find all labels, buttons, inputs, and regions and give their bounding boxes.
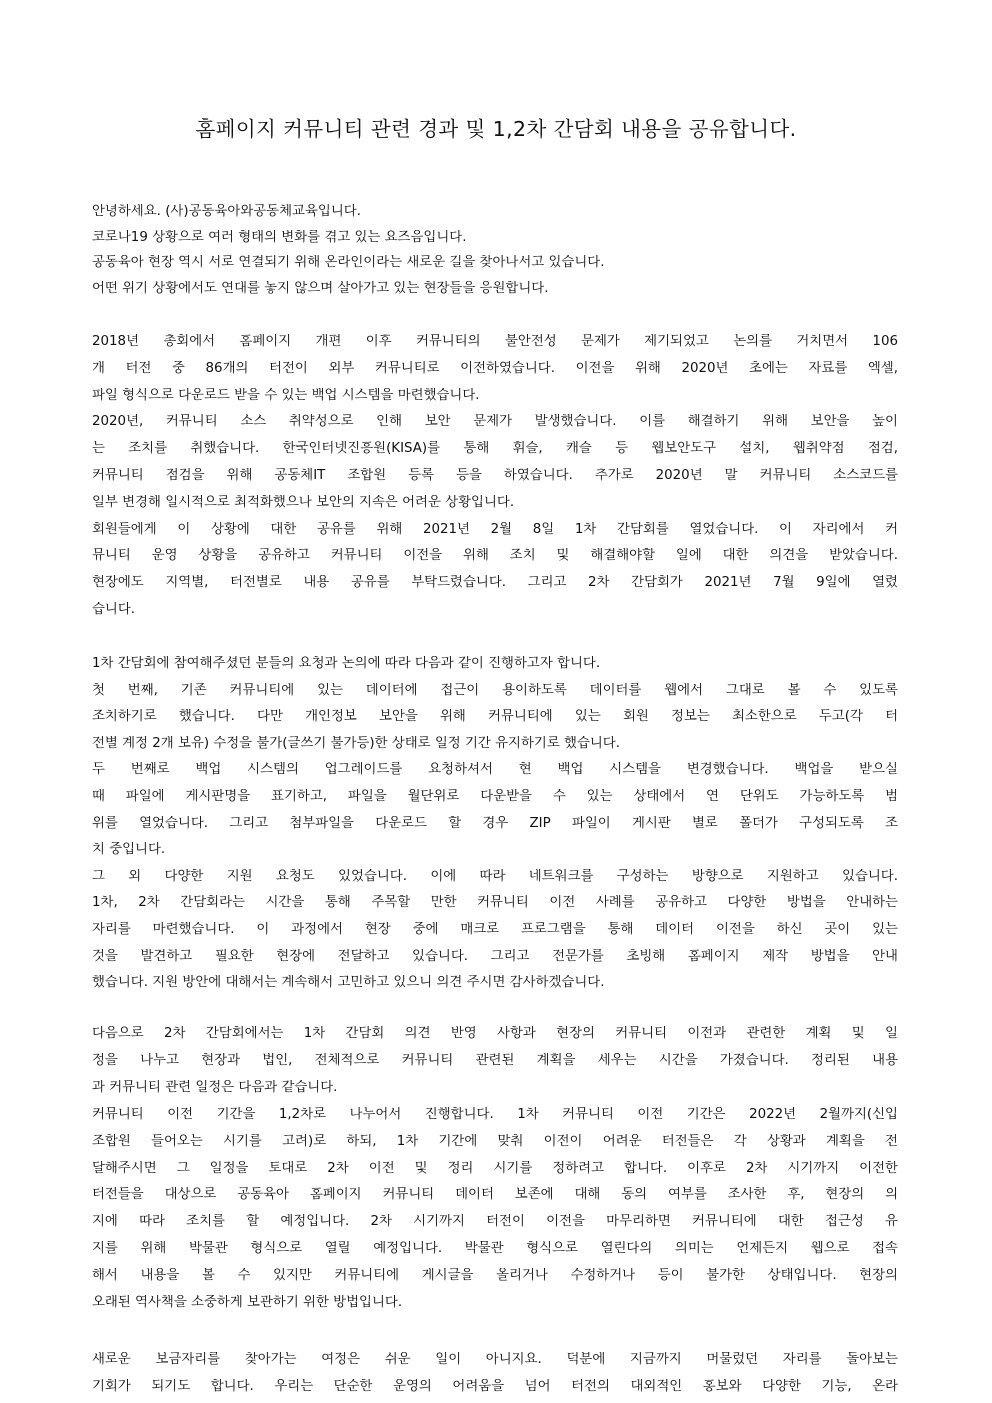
section2-line: 위를 열었습니다. 그리고 첨부파일을 다운로드 할 경우 ZIP 파일이 게시판 별로 폴더가 구성되도록 조 bbox=[92, 815, 898, 831]
section2-line: 자리를 마련했습니다. 이 과정에서 현장 중에 매크로 프로그램을 통해 데이터 이전을 하신 곳이 있는 bbox=[92, 922, 898, 937]
section2-line: 1차 간담회에 참여해주셨던 분들의 요청과 논의에 따라 다음과 같이 진행하고자 합니다. bbox=[92, 656, 601, 671]
document-title: 홈페이지 커뮤니티 관련 경과 및 1,2차 간담회 내용을 공유합니다. bbox=[195, 117, 797, 141]
intro-line: 어떤 위기 상황에서도 연대를 놓지 않으며 살아가고 있는 현장들을 응원합니다. bbox=[92, 281, 549, 297]
section3-line: 해서 내용을 볼 수 있지만 커뮤니티에 게시글을 올리거나 수정하거나 등이 불가한 상태입니다. 현장의 bbox=[92, 1268, 898, 1284]
intro-line: 안녕하세요. (사)공동육아와공동체교육입니다. bbox=[92, 204, 361, 219]
section2-line: 전별 계정 2개 보유) 수정을 불가(글쓰기 불가등)한 상태로 일정 기간 유지하기로 했습니다. bbox=[92, 735, 621, 751]
section2-line: 했습니다. 지원 방안에 대해서는 계속해서 고민하고 있으니 의견 주시면 감사하겠습니다. bbox=[92, 975, 605, 991]
section1-line: 현장에도 지역별, 터전별로 내용 공유를 부탁드렸습니다. 그리고 2차 간담회가 2021년 7월 9일에 열렸 bbox=[92, 575, 898, 591]
section1-line: 는 조치를 취했습니다. 한국인터넷진흥원(KISA)를 통해 휘슬, 캐슬 등 웹보안도구 설치, 웹취약점 점검, bbox=[92, 441, 898, 457]
section1-line: 일부 변경해 일시적으로 최적화했으나 보안의 지속은 어려운 상황입니다. bbox=[92, 494, 515, 510]
section1-line: 뮤니티 운영 상황을 공유하고 커뮤니티 이전을 위해 조치 및 해결해야할 일에 대한 의견을 받았습니다. bbox=[92, 548, 898, 564]
section2-line: 조치하기로 했습니다. 다만 개인정보 보안을 위해 커뮤니티에 있는 회원 정보는 최소한으로 두고(각 터 bbox=[92, 709, 898, 725]
section3-line: 터전들을 대상으로 공동육아 홈페이지 커뮤니티 데이터 보존에 대해 동의 여부를 조사한 후, 현장의 의 bbox=[92, 1187, 898, 1203]
section1-line: 개 터전 중 86개의 터전이 외부 커뮤니티로 이전하였습니다. 이전을 위해 2020년 초에는 자료를 엑셀, bbox=[92, 360, 898, 376]
section3-line: 과 커뮤니티 관련 일정은 다음과 같습니다. bbox=[92, 1079, 338, 1095]
section3-line: 커뮤니티 이전 기간을 1,2차로 나누어서 진행합니다. 1차 커뮤니티 이전 기간은 2022년 2월까지(신입 bbox=[92, 1106, 898, 1122]
section4-line: 새로운 보금자리를 찾아가는 여정은 쉬운 일이 아니지요. 덕분에 지금까지 머물렀던 자리를 돌아보는 bbox=[92, 1352, 898, 1367]
section3-line: 정을 나누고 현장과 법인, 전체적으로 커뮤니티 관련된 계획을 세우는 시간을 가졌습니다. 정리된 내용 bbox=[92, 1052, 898, 1068]
section2-line: 치 중입니다. bbox=[92, 842, 166, 858]
section1-line: 2018년 총회에서 홈페이지 개편 이후 커뮤니티의 불안전성 문제가 제기되었고 논의를 거치면서 106 bbox=[92, 334, 898, 349]
section1-line: 커뮤니티 점검을 위해 공동체IT 조합원 등록 등을 하였습니다. 추가로 2020년 말 커뮤니티 소스코드를 bbox=[92, 468, 898, 483]
section1-line: 파일 형식으로 다운로드 받을 수 있는 백업 시스템을 마련했습니다. bbox=[92, 387, 480, 403]
section2-line: 때 파일에 게시판명을 표기하고, 파일을 월단위로 다운받을 수 있는 상태에서 연 단위도 가능하도록 범 bbox=[92, 789, 898, 804]
section2-line: 것을 발견하고 필요한 현장에 전달하고 있습니다. 그리고 전문가를 초빙해 홈페이지 제작 방법을 안내 bbox=[92, 948, 898, 964]
section1-line: 습니다. bbox=[92, 602, 136, 617]
section2-line: 첫 번째, 기존 커뮤니티에 있는 데이터에 접근이 용이하도록 데이터를 웹에서 그대로 볼 수 있도록 bbox=[92, 682, 898, 698]
section4-line: 기회가 되기도 합니다. 우리는 단순한 운영의 어려움을 넘어 터전의 대외적인 홍보와 다양한 기능, 온라 bbox=[92, 1379, 898, 1394]
section3-line: 다음으로 2차 간담회에서는 1차 간담회 의견 반영 사항과 현장의 커뮤니티 이전과 관련한 계획 및 일 bbox=[92, 1026, 898, 1041]
section3-line: 지를 위해 박물관 형식으로 열릴 예정입니다. 박물관 형식으로 열린다의 의미는 언제든지 웹으로 접속 bbox=[92, 1241, 898, 1257]
section1-line: 2020년, 커뮤니티 소스 취약성으로 인해 보안 문제가 발생했습니다. 이를 해결하기 위해 보안을 높이 bbox=[92, 414, 898, 430]
section3-line: 조합원 들어오는 시기를 고려)로 하되, 1차 기간에 맞춰 이전이 어려운 터전들은 각 상황과 계획을 전 bbox=[92, 1133, 898, 1149]
section3-line: 달해주시면 그 일정을 토대로 2차 이전 및 정리 시기를 정하려고 합니다. 이후로 2차 시기까지 이전한 bbox=[92, 1160, 898, 1176]
intro-line: 코로나19 상황으로 여러 형태의 변화를 겪고 있는 요즈음입니다. bbox=[92, 229, 467, 245]
section3-line: 오래된 역사책을 소중하게 보관하기 위한 방법입니다. bbox=[92, 1295, 403, 1310]
section2-line: 1차, 2차 간담회라는 시간을 통해 주목할 만한 커뮤니티 이전 사례를 공유하고 다양한 방법을 안내하는 bbox=[92, 895, 898, 911]
section3-line: 지에 따라 조치를 할 예정입니다. 2차 시기까지 터전이 이전을 마무리하면 커뮤니티에 대한 접근성 유 bbox=[92, 1214, 898, 1230]
intro-line: 공동육아 현장 역시 서로 연결되기 위해 온라인이라는 새로운 길을 찾아나서고 있습니다. bbox=[92, 255, 605, 271]
section1-line: 회원들에게 이 상황에 대한 공유를 위해 2021년 2월 8일 1차 간담회를 열었습니다. 이 자리에서 커 bbox=[92, 521, 898, 537]
section2-line: 두 번째로 백업 시스템의 업그레이드를 요청하셔서 현 백업 시스템을 변경했습니다. 백업을 받으실 bbox=[92, 762, 898, 778]
section2-line: 그 외 다양한 지원 요청도 있었습니다. 이에 따라 네트워크를 구성하는 방향으로 지원하고 있습니다. bbox=[92, 868, 898, 884]
